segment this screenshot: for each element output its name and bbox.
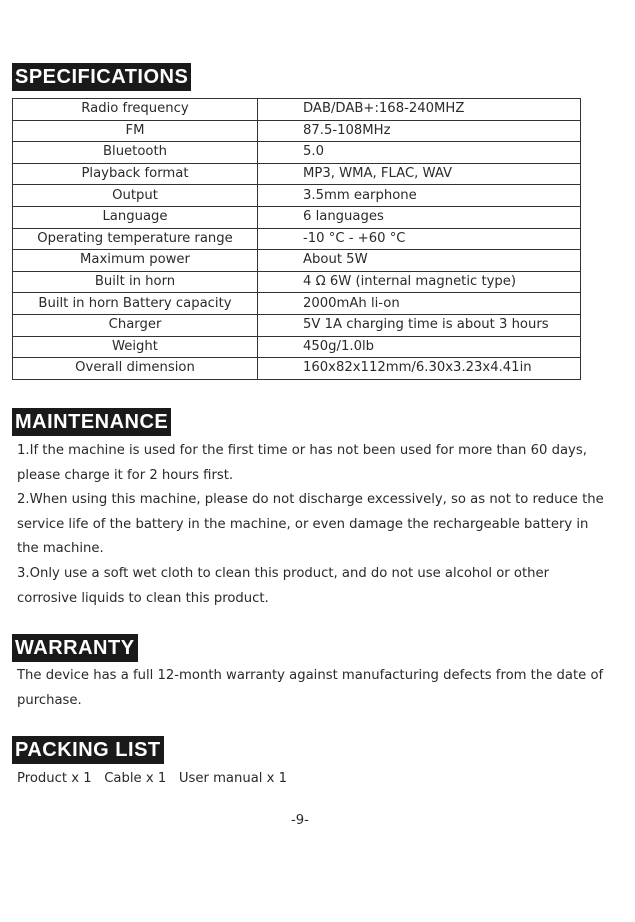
packing-list-text: Product x 1 Cable x 1 User manual x 1 xyxy=(17,771,288,786)
spec-value: -10 °C - +60 °C xyxy=(258,228,581,250)
spec-value: 450g/1.0lb xyxy=(258,336,581,358)
packing-list-heading: PACKING LIST xyxy=(12,736,164,764)
table-row xyxy=(13,185,581,207)
spec-value: 87.5-108MHz xyxy=(258,120,581,142)
spec-value: MP3, WMA, FLAC, WAV xyxy=(258,163,581,185)
spec-value: DAB/DAB+:168-240MHZ xyxy=(258,99,581,121)
warranty-heading: WARRANTY xyxy=(12,634,138,662)
table-row xyxy=(13,120,581,142)
table-row xyxy=(13,250,581,272)
spec-label: Built in horn xyxy=(13,271,258,293)
table-row xyxy=(13,163,581,185)
table-row xyxy=(13,206,581,228)
spec-label: Language xyxy=(13,206,258,228)
spec-label: Output xyxy=(13,185,258,207)
spec-value: About 5W xyxy=(258,250,581,272)
spec-value: 2000mAh li-on xyxy=(258,293,581,315)
warranty-text: The device has a full 12-month warranty against manufacturing defects from the date of purchase. xyxy=(17,668,604,708)
spec-value: 6 languages xyxy=(258,206,581,228)
spec-label: Weight xyxy=(13,336,258,358)
page-number: -9- xyxy=(291,813,309,828)
spec-label: Playback format xyxy=(13,163,258,185)
maintenance-item: 3.Only use a soft wet cloth to clean this product, and do not use alcohol or other corrosive liquids to clean this product. xyxy=(17,565,550,606)
table-row xyxy=(13,336,581,358)
spec-label: Charger xyxy=(13,314,258,336)
table-row xyxy=(13,271,581,293)
table-row xyxy=(13,358,581,380)
spec-value: 4 Ω 6W (internal magnetic type) xyxy=(258,271,581,293)
maintenance-item: 1.If the machine is used for the first time or has not been used for more than 60 days, please charge it for 2 hours first. xyxy=(17,443,587,483)
spec-label: Operating temperature range xyxy=(13,228,258,250)
table-row xyxy=(13,314,581,336)
spec-value: 3.5mm earphone xyxy=(258,185,581,207)
maintenance-body xyxy=(17,439,607,611)
table-row xyxy=(13,142,581,164)
spec-value: 5.0 xyxy=(258,142,581,164)
maintenance-heading: MAINTENANCE xyxy=(12,408,171,436)
spec-label: Radio frequency xyxy=(13,99,258,121)
table-row xyxy=(13,99,581,121)
spec-label: Built in horn Battery capacity xyxy=(13,293,258,315)
spec-label: Overall dimension xyxy=(13,358,258,380)
spec-value: 5V 1A charging time is about 3 hours xyxy=(258,314,581,336)
table-row xyxy=(13,293,581,315)
spec-label: Maximum power xyxy=(13,250,258,272)
spec-label: Bluetooth xyxy=(13,142,258,164)
table-row xyxy=(13,228,581,250)
spec-label: FM xyxy=(13,120,258,142)
specifications-table xyxy=(12,98,581,380)
spec-value: 160x82x112mm/6.30x3.23x4.41in xyxy=(258,358,581,380)
maintenance-item: 2.When using this machine, please do not discharge excessively, so as not to reduce the service life of the battery in the machine, or even damage the rechargeable battery in the machine. xyxy=(17,492,604,557)
specifications-heading: SPECIFICATIONS xyxy=(12,63,191,91)
